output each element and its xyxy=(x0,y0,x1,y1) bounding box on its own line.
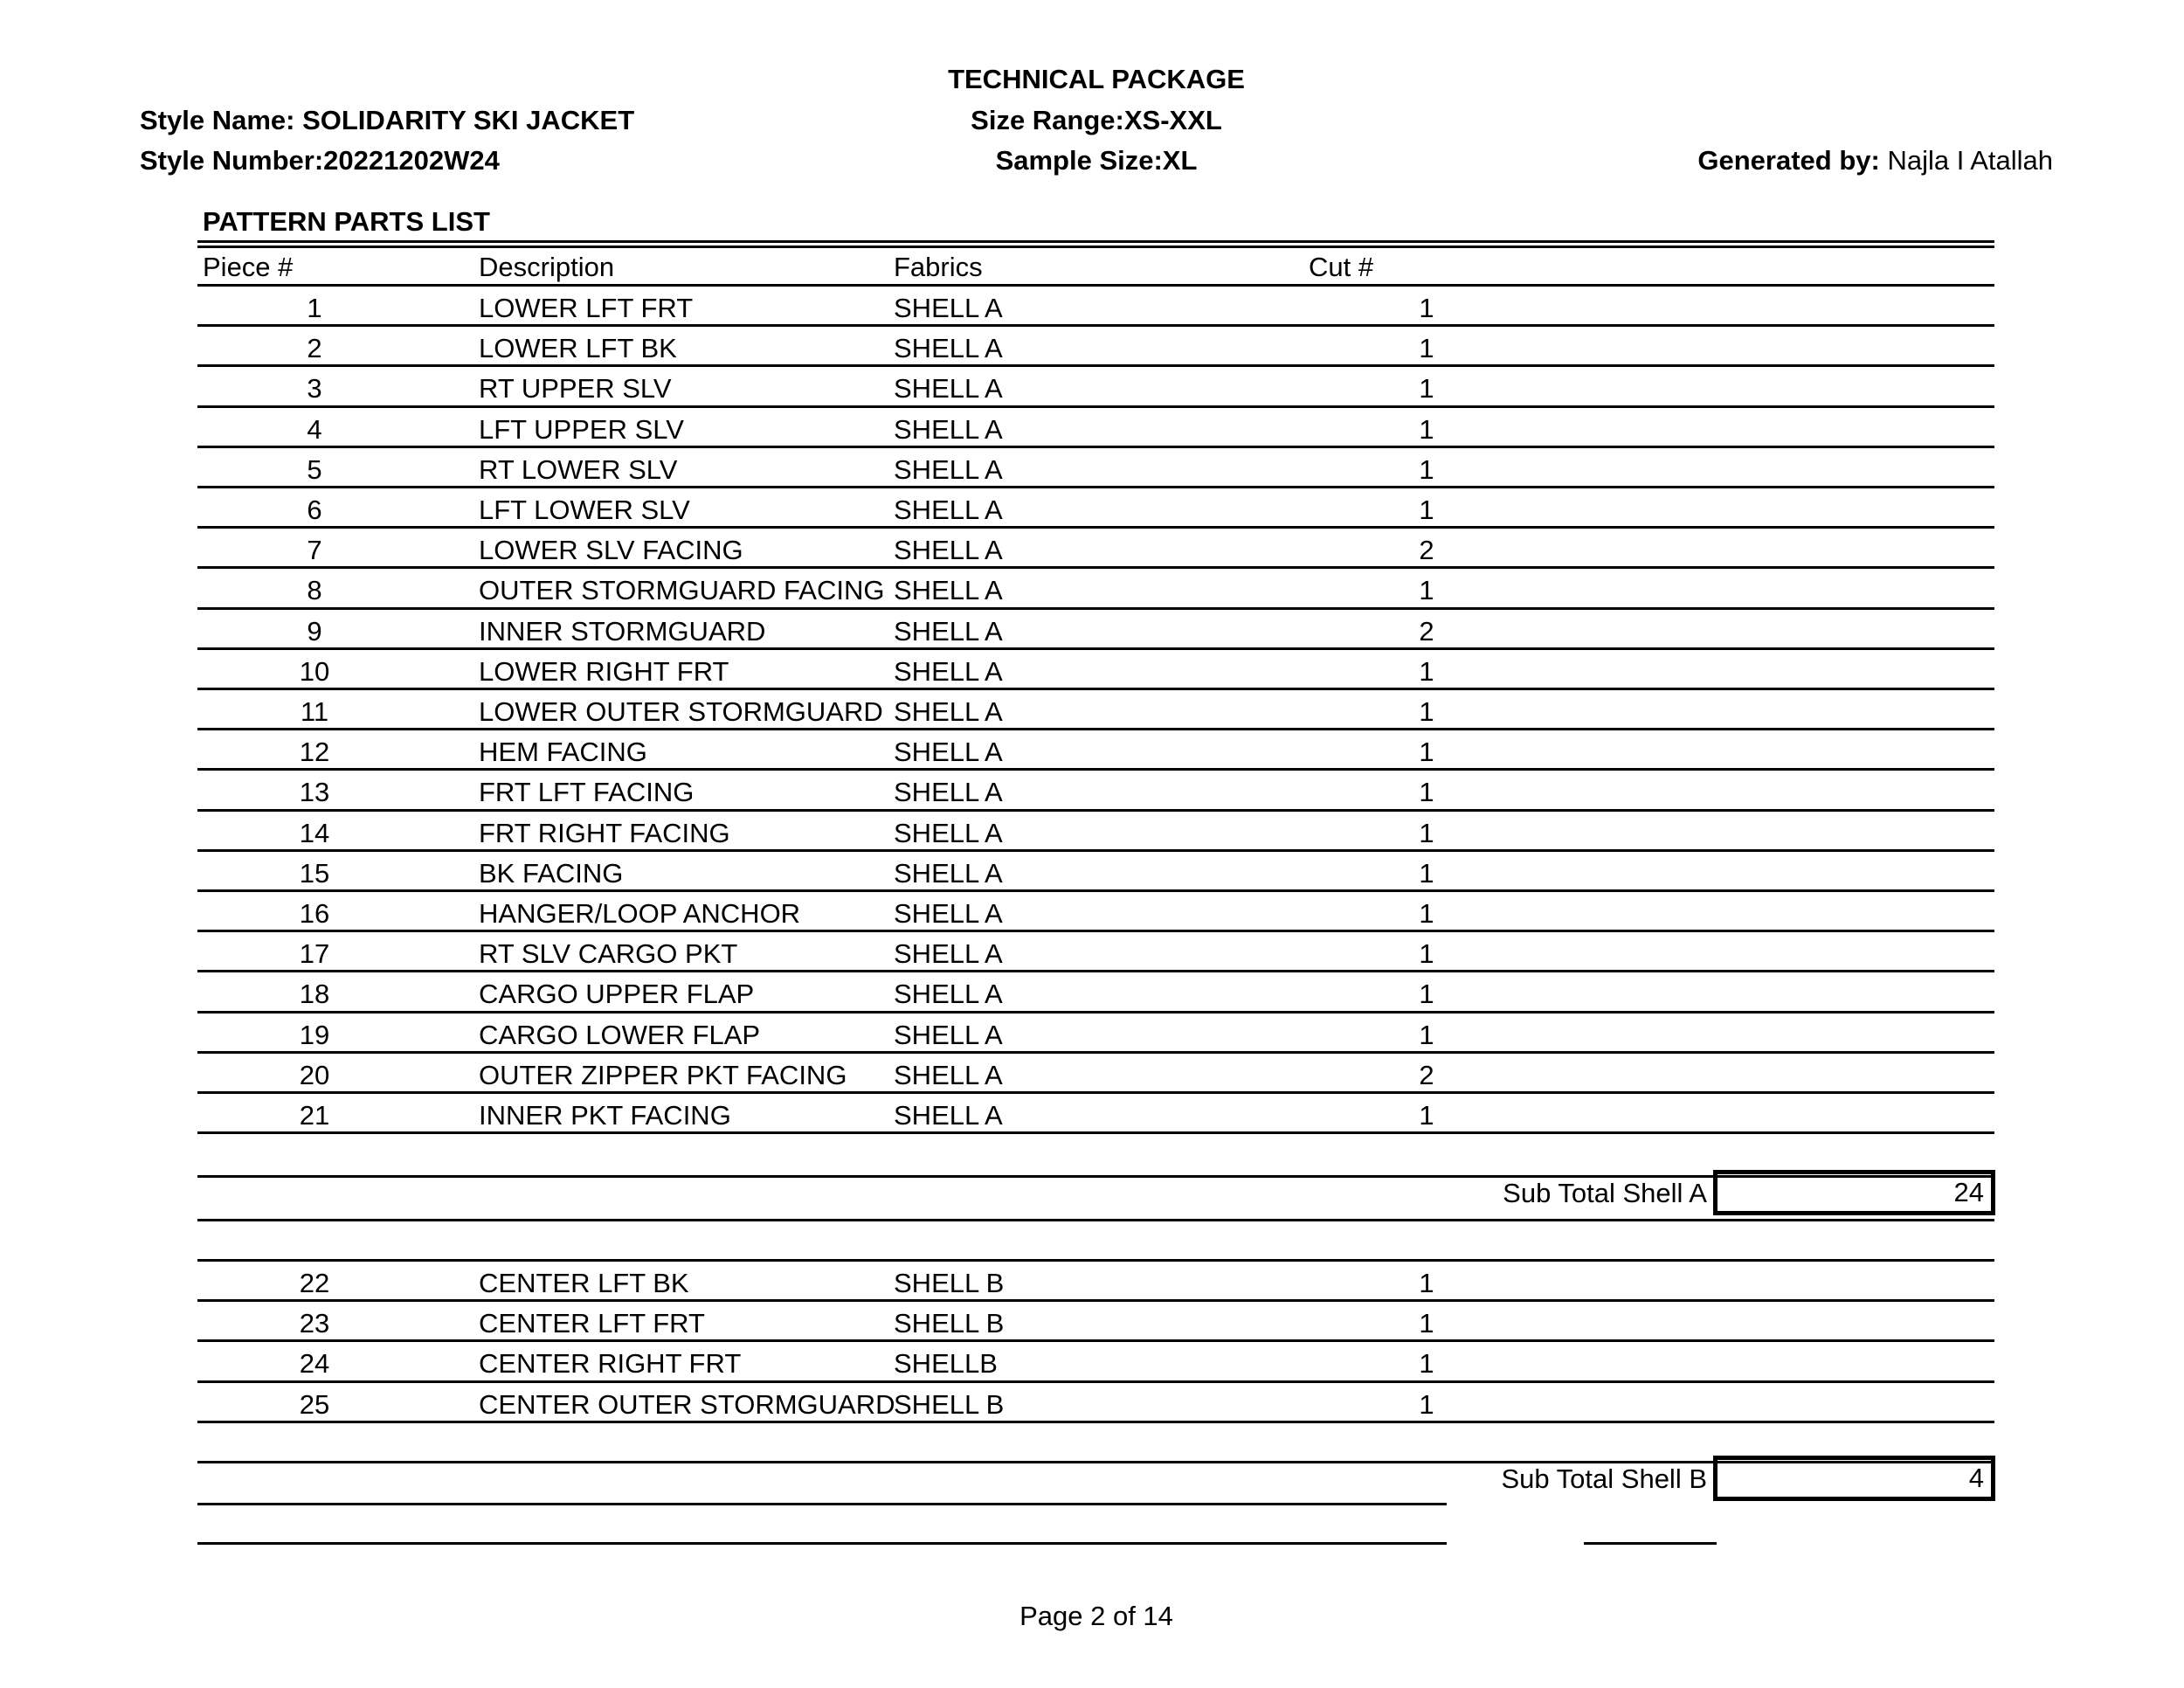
piece-fabric: SHELL A xyxy=(894,575,1003,606)
piece-fabric: SHELL A xyxy=(894,898,1003,929)
generated-by-label: Generated by: xyxy=(1697,145,1880,176)
piece-number: 14 xyxy=(299,817,330,848)
piece-fabric: SHELL B xyxy=(894,1308,1005,1339)
table-row xyxy=(0,284,2184,324)
piece-number: 3 xyxy=(307,373,322,405)
piece-number: 21 xyxy=(299,1100,330,1131)
col-header-piece: Piece # xyxy=(203,252,294,282)
piece-number: 10 xyxy=(299,655,330,687)
piece-description: RT SLV CARGO PKT xyxy=(479,938,738,970)
subtotal-a-bottom-rule xyxy=(197,1219,1994,1221)
table-row xyxy=(0,405,2184,446)
table-row xyxy=(0,849,2184,889)
table-row xyxy=(0,446,2184,486)
piece-fabric: SHELLB xyxy=(894,1348,998,1380)
piece-cut-count: 1 xyxy=(1419,293,1434,323)
piece-number: 19 xyxy=(299,1019,330,1050)
piece-description: OUTER STORMGUARD FACING xyxy=(479,575,885,606)
piece-description: BK FACING xyxy=(479,857,624,889)
piece-number: 5 xyxy=(307,453,322,485)
table-row xyxy=(0,526,2184,566)
piece-number: 17 xyxy=(299,938,330,970)
table-row xyxy=(0,970,2184,1010)
piece-description: CENTER LFT FRT xyxy=(479,1308,705,1339)
table-row xyxy=(0,930,2184,970)
subtotal-shell-a-value: 24 xyxy=(1713,1170,1995,1215)
sample-size: Sample Size:XL xyxy=(995,145,1198,176)
row-rule xyxy=(197,1421,1994,1423)
piece-fabric: SHELL A xyxy=(894,737,1003,768)
final-rule-left xyxy=(197,1542,1447,1545)
subtotal-shell-a-label: Sub Total Shell A xyxy=(1503,1178,1707,1208)
table-row xyxy=(0,364,2184,405)
piece-description: RT LOWER SLV xyxy=(479,453,678,485)
piece-fabric: SHELL A xyxy=(894,777,1003,808)
piece-description: CENTER OUTER STORMGUARD xyxy=(479,1388,895,1420)
doc-title: TECHNICAL PACKAGE xyxy=(948,64,1245,94)
piece-cut-count: 2 xyxy=(1419,1059,1434,1090)
piece-cut-count: 1 xyxy=(1419,938,1434,970)
piece-cut-count: 1 xyxy=(1419,373,1434,405)
piece-cut-count: 1 xyxy=(1419,898,1434,929)
piece-number: 15 xyxy=(299,857,330,889)
table-row xyxy=(0,1339,2184,1380)
piece-description: CENTER LFT BK xyxy=(479,1268,689,1298)
piece-cut-count: 1 xyxy=(1419,1100,1434,1131)
piece-fabric: SHELL A xyxy=(894,293,1003,323)
piece-number: 23 xyxy=(299,1308,330,1339)
col-header-cut: Cut # xyxy=(1309,252,1374,282)
piece-number: 18 xyxy=(299,979,330,1010)
piece-cut-count: 2 xyxy=(1419,535,1434,566)
piece-cut-count: 1 xyxy=(1419,655,1434,687)
subtotal-shell-b-value: 4 xyxy=(1713,1456,1995,1501)
table-row xyxy=(0,1380,2184,1421)
table-row xyxy=(0,688,2184,728)
piece-fabric: SHELL B xyxy=(894,1388,1005,1420)
piece-cut-count: 1 xyxy=(1419,1268,1434,1298)
piece-description: INNER STORMGUARD xyxy=(479,615,766,647)
piece-fabric: SHELL A xyxy=(894,696,1003,727)
piece-cut-count: 1 xyxy=(1419,1388,1434,1420)
piece-number: 1 xyxy=(307,293,322,323)
piece-description: LFT LOWER SLV xyxy=(479,495,690,525)
piece-number: 25 xyxy=(299,1388,330,1420)
piece-description: RT UPPER SLV xyxy=(479,373,672,405)
style-number: Style Number:20221202W24 xyxy=(140,145,500,176)
piece-fabric: SHELL A xyxy=(894,938,1003,970)
table-row xyxy=(0,1259,2184,1299)
piece-cut-count: 1 xyxy=(1419,857,1434,889)
table-row xyxy=(0,889,2184,930)
final-rule-right xyxy=(1584,1542,1717,1545)
piece-description: INNER PKT FACING xyxy=(479,1100,731,1131)
piece-fabric: SHELL A xyxy=(894,453,1003,485)
piece-cut-count: 1 xyxy=(1419,1019,1434,1050)
piece-description: LOWER LFT BK xyxy=(479,333,677,364)
piece-fabric: SHELL A xyxy=(894,373,1003,405)
piece-cut-count: 1 xyxy=(1419,1308,1434,1339)
table-row xyxy=(0,768,2184,808)
piece-number: 7 xyxy=(307,535,322,566)
piece-cut-count: 1 xyxy=(1419,333,1434,364)
size-range: Size Range:XS-XXL xyxy=(971,105,1222,135)
piece-number: 2 xyxy=(307,333,322,364)
piece-cut-count: 1 xyxy=(1419,817,1434,848)
piece-fabric: SHELL B xyxy=(894,1268,1005,1298)
page-number: Page 2 of 14 xyxy=(1019,1601,1173,1631)
piece-cut-count: 1 xyxy=(1419,737,1434,768)
piece-number: 6 xyxy=(307,495,322,525)
piece-fabric: SHELL A xyxy=(894,413,1003,445)
table-row xyxy=(0,486,2184,526)
piece-fabric: SHELL A xyxy=(894,495,1003,525)
piece-number: 22 xyxy=(299,1268,330,1298)
piece-fabric: SHELL A xyxy=(894,615,1003,647)
table-row xyxy=(0,1011,2184,1051)
piece-number: 8 xyxy=(307,575,322,606)
col-header-fabrics: Fabrics xyxy=(894,252,983,282)
piece-fabric: SHELL A xyxy=(894,535,1003,566)
piece-fabric: SHELL A xyxy=(894,857,1003,889)
piece-description: FRT RIGHT FACING xyxy=(479,817,730,848)
row-rule xyxy=(197,1131,1994,1134)
piece-fabric: SHELL A xyxy=(894,1059,1003,1090)
piece-fabric: SHELL A xyxy=(894,979,1003,1010)
piece-fabric: SHELL A xyxy=(894,1019,1003,1050)
style-name: Style Name: SOLIDARITY SKI JACKET xyxy=(140,105,635,135)
piece-description: OUTER ZIPPER PKT FACING xyxy=(479,1059,847,1090)
table-row xyxy=(0,1091,2184,1131)
piece-description: HEM FACING xyxy=(479,737,647,768)
piece-description: LOWER RIGHT FRT xyxy=(479,655,729,687)
piece-cut-count: 1 xyxy=(1419,453,1434,485)
piece-description: LOWER LFT FRT xyxy=(479,293,694,323)
piece-fabric: SHELL A xyxy=(894,655,1003,687)
piece-cut-count: 1 xyxy=(1419,575,1434,606)
piece-cut-count: 1 xyxy=(1419,495,1434,525)
piece-number: 9 xyxy=(307,615,322,647)
piece-cut-count: 1 xyxy=(1419,777,1434,808)
table-row xyxy=(0,1051,2184,1091)
table-row xyxy=(0,324,2184,364)
table-row xyxy=(0,607,2184,647)
piece-cut-count: 1 xyxy=(1419,696,1434,727)
piece-cut-count: 1 xyxy=(1419,413,1434,445)
table-row xyxy=(0,1299,2184,1339)
piece-fabric: SHELL A xyxy=(894,1100,1003,1131)
piece-number: 24 xyxy=(299,1348,330,1380)
subtotal-b-bottom-rule-left xyxy=(197,1503,1447,1505)
table-row xyxy=(0,647,2184,688)
piece-description: LFT UPPER SLV xyxy=(479,413,684,445)
subtotal-shell-b-label: Sub Total Shell B xyxy=(1501,1463,1707,1494)
piece-number: 13 xyxy=(299,777,330,808)
piece-fabric: SHELL A xyxy=(894,817,1003,848)
piece-cut-count: 1 xyxy=(1419,979,1434,1010)
piece-number: 20 xyxy=(299,1059,330,1090)
piece-description: LOWER OUTER STORMGUARD xyxy=(479,696,883,727)
piece-description: HANGER/LOOP ANCHOR xyxy=(479,898,801,929)
piece-fabric: SHELL A xyxy=(894,333,1003,364)
generated-by-name: Najla I Atallah xyxy=(1879,145,2053,176)
table-row xyxy=(0,566,2184,606)
piece-description: LOWER SLV FACING xyxy=(479,535,743,566)
col-header-description: Description xyxy=(479,252,615,282)
piece-number: 4 xyxy=(307,413,322,445)
piece-number: 16 xyxy=(299,898,330,929)
table-top-rule xyxy=(197,240,1994,243)
piece-description: FRT LFT FACING xyxy=(479,777,695,808)
table-row xyxy=(0,809,2184,849)
table-top-rule-double xyxy=(197,246,1994,248)
piece-description: CENTER RIGHT FRT xyxy=(479,1348,742,1380)
piece-number: 11 xyxy=(300,696,329,727)
piece-description: CARGO LOWER FLAP xyxy=(479,1019,761,1050)
piece-description: CARGO UPPER FLAP xyxy=(479,979,755,1010)
table-row xyxy=(0,728,2184,768)
piece-cut-count: 2 xyxy=(1419,615,1434,647)
piece-number: 12 xyxy=(299,737,330,768)
piece-cut-count: 1 xyxy=(1419,1348,1434,1380)
section-title: PATTERN PARTS LIST xyxy=(203,206,490,237)
